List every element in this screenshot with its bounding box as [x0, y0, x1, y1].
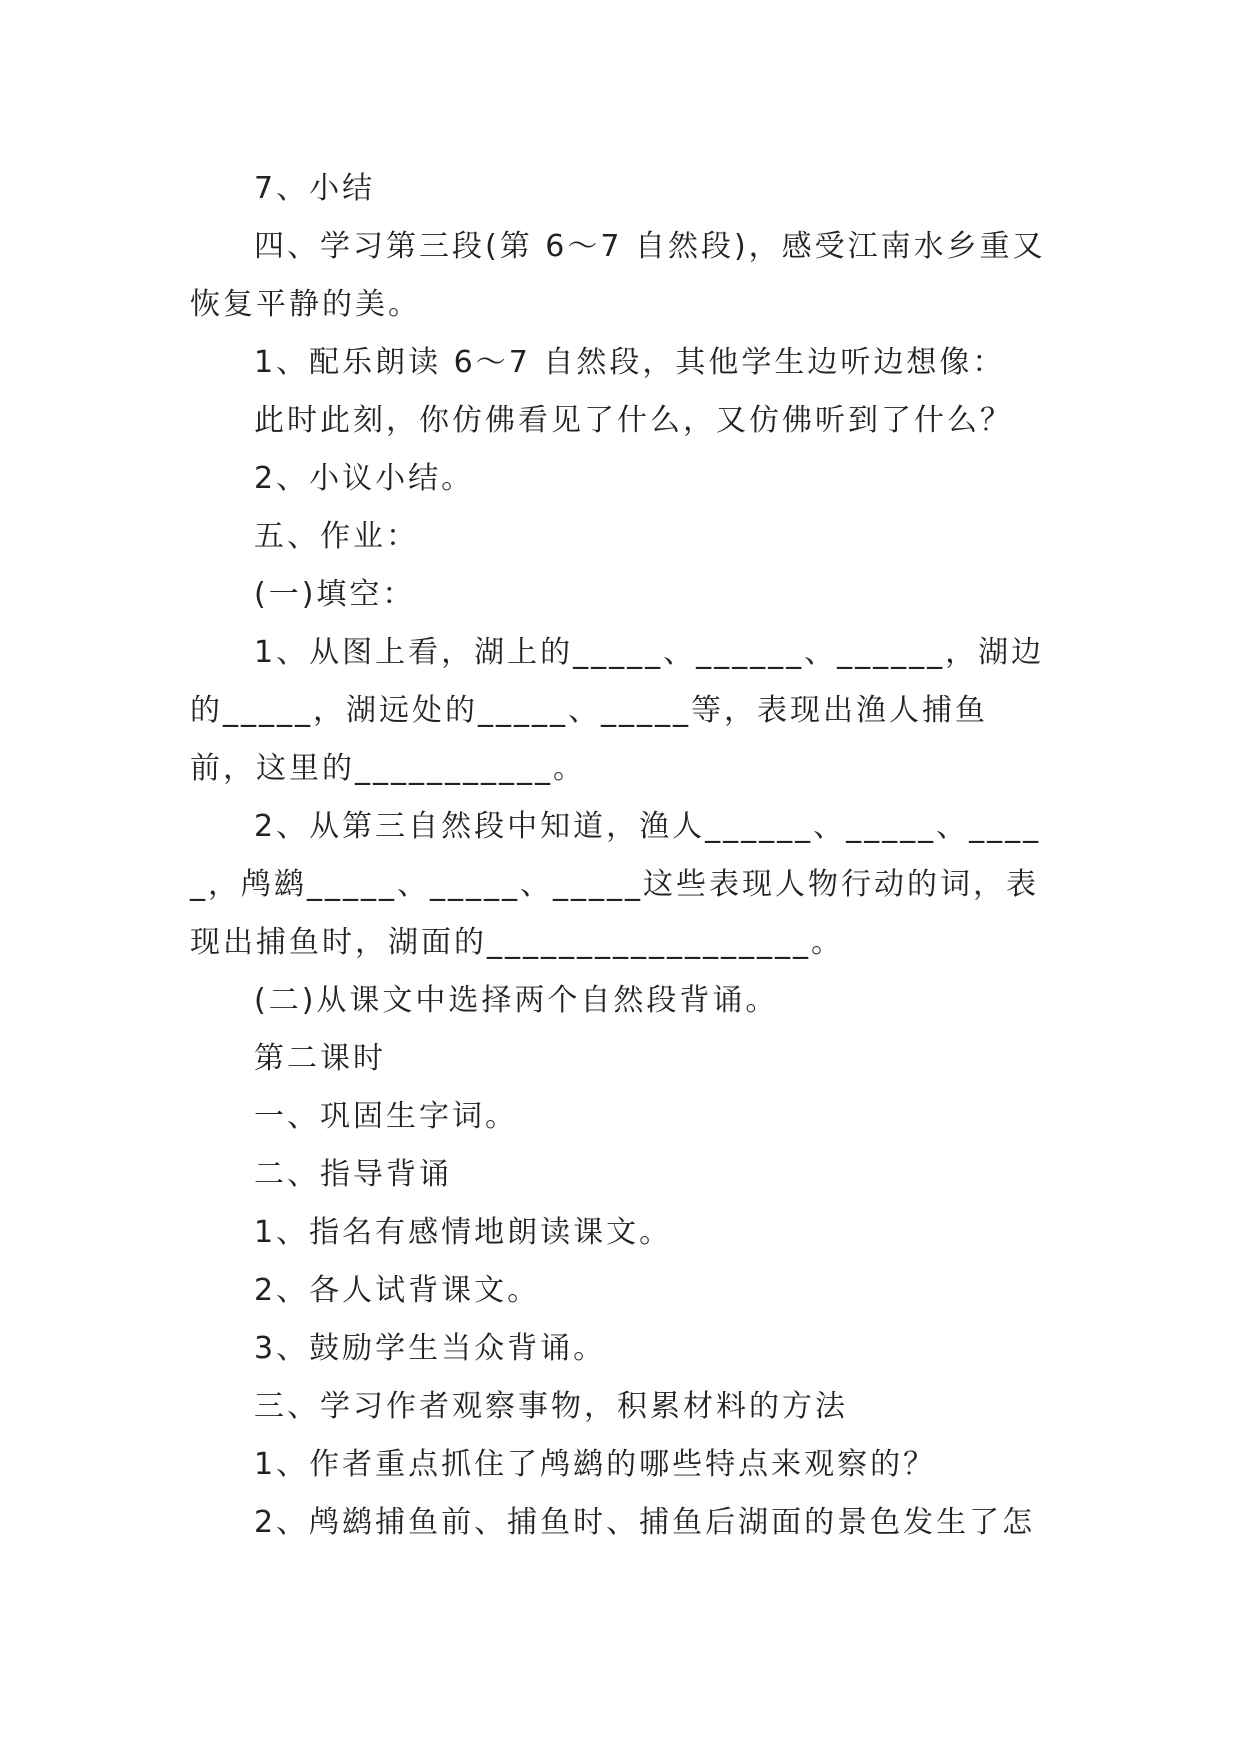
paragraph-public-recite: 3、鼓励学生当众背诵。 [254, 1331, 607, 1366]
paragraph-read-aloud: 1、指名有感情地朗读课文。 [254, 1215, 673, 1250]
paragraph-question-features: 1、作者重点抓住了鸬鹚的哪些特点来观察的？ [254, 1447, 937, 1482]
paragraph-second-lesson: 第二课时 [254, 1041, 386, 1076]
paragraph-fill-blank-one: 1、从图上看，湖上的_____、______、______，湖边的_____，湖远处的_____、_____等，表现出渔人捕鱼前，这里的___________。 [190, 635, 1045, 786]
paragraph-fill-blank-heading: (一)填空： [254, 577, 416, 612]
paragraph-fill-blank-two: 2、从第三自然段中知道，渔人______、_____、_____，鸬鹚_____、_____、_____这些表现人物行动的词，表现出捕鱼时，湖面的__________________。 [190, 809, 1042, 960]
paragraph-recite-task: (二)从课文中选择两个自然段背诵。 [254, 983, 779, 1018]
paragraph-homework: 五、作业： [254, 519, 419, 554]
paragraph-question-scenery: 2、鸬鹚捕鱼前、捕鱼时、捕鱼后湖面的景色发生了怎 [254, 1505, 1036, 1540]
paragraph-step-two: 2、小议小结。 [254, 461, 475, 496]
paragraph-question: 此时此刻，你仿佛看见了什么，又仿佛听到了什么？ [254, 403, 1013, 438]
paragraph-self-recite: 2、各人试背课文。 [254, 1273, 541, 1308]
paragraph-observation-method: 三、学习作者观察事物，积累材料的方法 [254, 1389, 848, 1424]
paragraph-step-one: 1、配乐朗读 6～7 自然段，其他学生边听边想像： [254, 345, 1006, 380]
paragraph-summary: 7、小结 [254, 171, 376, 206]
paragraph-section-four: 四、学习第三段(第 6～7 自然段)，感受江南水乡重又恢复平静的美。 [190, 229, 1046, 322]
paragraph-consolidate: 一、巩固生字词。 [254, 1099, 518, 1134]
paragraph-guide-recite: 二、指导背诵 [254, 1157, 452, 1192]
document-body [190, 160, 1052, 1552]
